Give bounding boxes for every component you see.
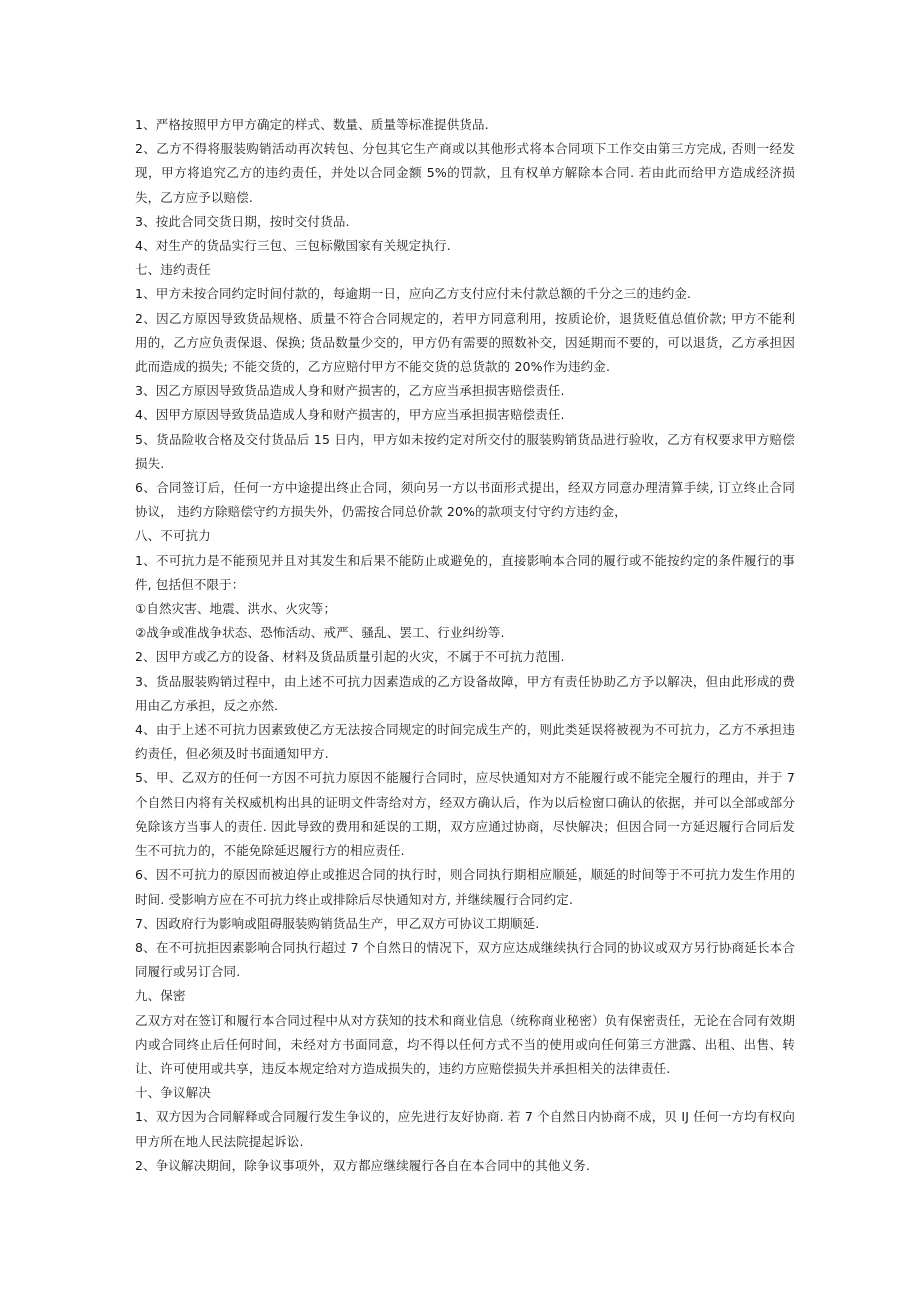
breach-clause-6: 6、合同签订后，任何一方中途提出终止合同，须向另一方以书面形式提出，经双方同意办理清算手续, 订立终止合同协议， 违约方除赔偿守约方损失外，仍需按合同总价款 20%的款项支付守约方违约金， bbox=[135, 480, 795, 520]
dispute-clause-1: 1、双方因为合同解释或合同履行发生争议的，应先进行友好协商. 若 7 个自然日内协商不成，贝 IJ 任何一方均有权向甲方所在地人民法院提起诉讼. bbox=[135, 1109, 795, 1149]
force-majeure-clause-2: 2、因甲方或乙方的设备、材料及货品质量引起的火灾，不属于不可抗力范围. bbox=[135, 649, 565, 665]
breach-clause-2: 2、因乙方原因导致货品规格、质量不符合合同规定的，若甲方同意利用，按质论价，退货贬值总值价款; 甲方不能利用的，乙方应负责保退、保换; 货品数量少交的，甲方仍有需要的照数补交，因延期而不要的，可以退货，乙方承担因此而造成的损失; 不能交货的，乙方应赔付甲方不能交货的总货款的 20%作为违约金. bbox=[135, 310, 795, 375]
clause-no-subcontract: 2、乙方不得将服装购销活动再次转包、分包其它生产商或以其他形式将本合同项下工作交由第三方完成, 否则一经发现，甲方将追究乙方的违约责任，并处以合同金额 5%的罚款，且有权单方解除本合同. 若由此而给甲方造成经济损失，乙方应予以赔偿. bbox=[135, 141, 795, 205]
breach-clause-4: 4、因甲方原因导致货品造成人身和财产损害的，甲方应当承担损害赔偿责任. bbox=[135, 407, 565, 423]
force-majeure-clause-5: 5、甲、乙双方的任何一方因不可抗力原因不能履行合同时，应尽快通知对方不能履行或不能完全履行的理由，并于 7 个自然日内将有关权威机构出具的证明文件寄给对方，经双方确认后，作为以后检窗口确认的依据，并可以全部或部分免除该方当事人的责任. 因此导致的费用和延误的工期，双方应通过协商，尽快解决；但因合同一方延迟履行合同后发生不可抗力的，不能免除延迟履行方的相应责任. bbox=[135, 770, 795, 859]
force-majeure-clause-7: 7、因政府行为影响或阻碍服装购销货品生产，甲乙双方可协议工期顺延. bbox=[135, 915, 540, 931]
breach-clause-1: 1、甲方未按合同约定时间付款的，每逾期一日，应向乙方支付应付未付款总额的千分之三的违约金. bbox=[135, 286, 692, 302]
dispute-clause-2: 2、争议解决期间，除争议事项外，双方都应继续履行各自在本合同中的其他义务. bbox=[135, 1157, 590, 1173]
confidentiality-clause: 乙双方对在签订和履行本合同过程中从对方获知的技术和商业信息（统称商业秘密）负有保密责任，无论在合同有效期内或合同终止后任何时间，未经对方书面同意，均不得以任何方式不当的使用或向任何第三方泄露、出租、出售、转让、许可使用或共享，违反本规定给对方造成损失的，违约方应赔偿损失并承担相关的法律责任. bbox=[135, 1012, 795, 1076]
force-majeure-item-1: ①自然灾害、地震、洪水、火灾等； bbox=[135, 601, 337, 617]
section-heading-force-majeure: 八、不可抗力 bbox=[135, 528, 211, 544]
section-heading-dispute: 十、争议解决 bbox=[135, 1085, 211, 1101]
contract-page bbox=[135, 113, 795, 1178]
clause-delivery-date: 3、按此合同交货日期，按时交付货品. bbox=[135, 213, 350, 229]
clause-three-guarantees: 4、对生产的货品实行三包、三包标儆国家有关规定执行. bbox=[135, 238, 451, 254]
breach-clause-5: 5、货品险收合格及交付货品后 15 日内，甲方如未按约定对所交付的服装购销货品进行验收，乙方有权要求甲方赔偿损失. bbox=[135, 431, 795, 471]
force-majeure-clause-4: 4、由于上述不可抗力因素致使乙方无法按合同规定的时间完成生产的，则此类延误将被视为不可抗力，乙方不承担违约责任，但必须及时书面通知甲方. bbox=[135, 722, 795, 762]
force-majeure-item-2: ②战争或准战争状态、恐怖活动、戒严、骚乱、罢工、行业纠纷等. bbox=[135, 625, 505, 641]
force-majeure-clause-3: 3、货品服装购销过程中，由上述不可抗力因素造成的乙方设备故障，甲方有责任协助乙方予以解决，但由此形成的费用由乙方承担，反之亦然. bbox=[135, 673, 795, 713]
force-majeure-clause-8: 8、在不可抗拒因素影响合同执行超过 7 个自然日的情况下，双方应达成继续执行合同的协议或双方另行协商延长本合同履行或另订合同. bbox=[135, 939, 795, 980]
section-heading-breach: 七、违约责任 bbox=[135, 262, 211, 278]
force-majeure-clause-6: 6、因不可抗力的原因而被迫停止或推迟合同的执行时，则合同执行期相应顺延，顺延的时间等于不可抗力发生作用的时间. 受影响方应在不可抗力终止或排除后尽快通知对方, 并继续履行合同约定. bbox=[135, 867, 795, 907]
breach-clause-3: 3、因乙方原因导致货品造成人身和财产损害的，乙方应当承担损害赔偿责任. bbox=[135, 383, 565, 399]
force-majeure-clause-1: 1、不可抗力是不能预见并且对其发生和后果不能防止或避免的，直接影响本合同的履行或不能按约定的条件履行的事件, 包括但不限于： bbox=[135, 552, 795, 592]
section-heading-confidentiality: 九、保密 bbox=[135, 988, 186, 1004]
clause-supply-standard: 1、严格按照甲方甲方确定的样式、数量、质量等标准提供货品. bbox=[135, 117, 489, 132]
